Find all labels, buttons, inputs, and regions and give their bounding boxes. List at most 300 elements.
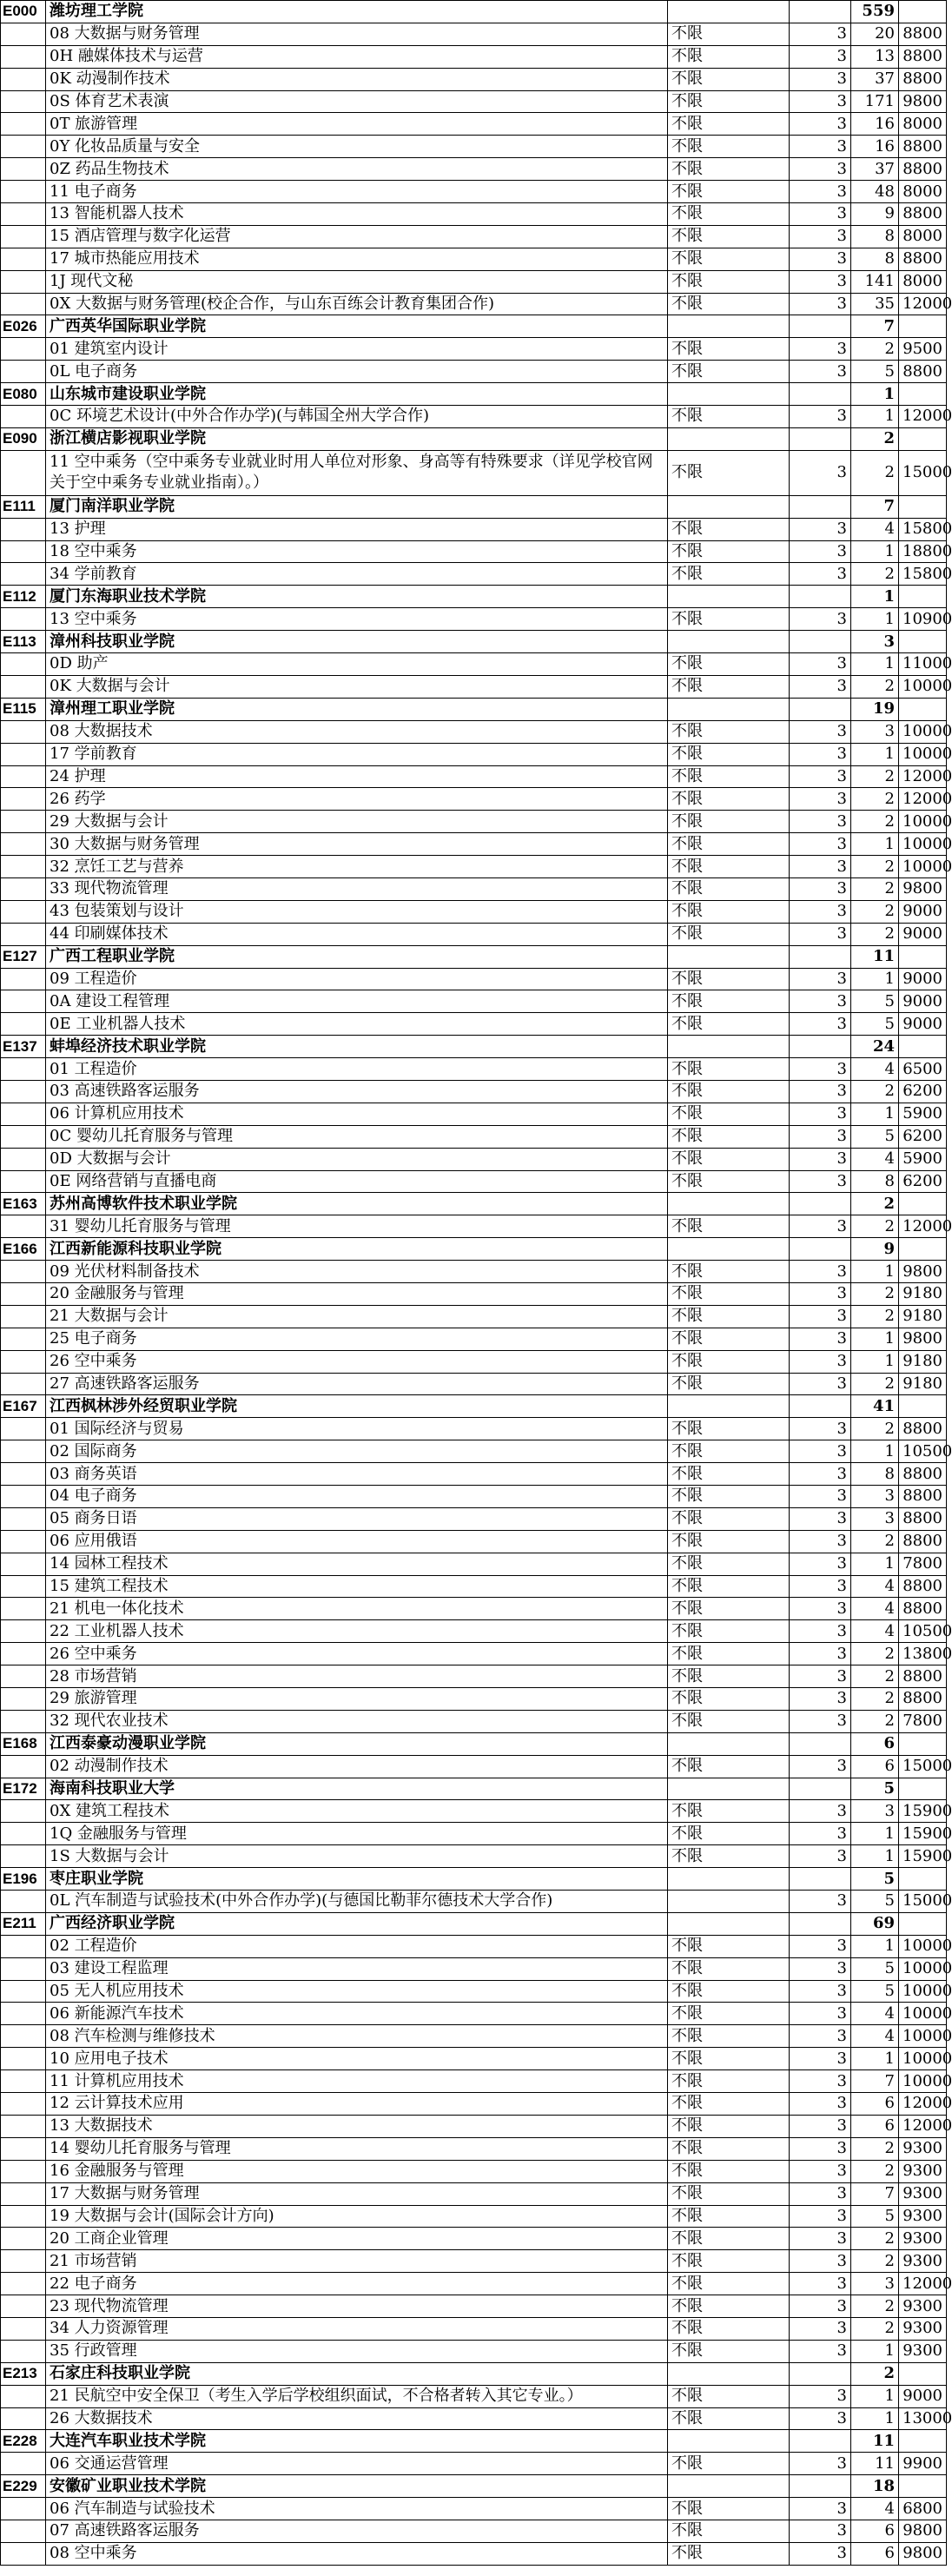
major-limit: 不限 xyxy=(668,1845,790,1868)
school-header-row xyxy=(1,586,947,608)
major-limit: 不限 xyxy=(668,608,790,631)
major-name: 0T 旅游管理 xyxy=(46,113,668,136)
major-plan: 5 xyxy=(851,1125,899,1148)
major-code-cell xyxy=(1,2025,46,2048)
major-limit: 不限 xyxy=(668,450,790,495)
major-name: 0L 电子商务 xyxy=(46,361,668,383)
major-limit: 不限 xyxy=(668,136,790,158)
major-code-cell xyxy=(1,1080,46,1103)
school-header-row xyxy=(1,698,947,720)
major-years: 3 xyxy=(790,1215,851,1238)
major-limit: 不限 xyxy=(668,2250,790,2273)
major-name: 05 商务日语 xyxy=(46,1507,668,1530)
major-limit: 不限 xyxy=(668,1305,790,1328)
major-plan: 2 xyxy=(851,563,899,586)
major-fee: 9800 xyxy=(899,1328,947,1350)
major-fee: 8800 xyxy=(899,1598,947,1620)
major-plan: 4 xyxy=(851,1598,899,1620)
school-fee-cell xyxy=(899,2475,947,2498)
major-name: 06 应用俄语 xyxy=(46,1530,668,1553)
major-years: 3 xyxy=(790,1980,851,2003)
major-plan: 8 xyxy=(851,1170,899,1193)
major-limit: 不限 xyxy=(668,113,790,136)
major-row xyxy=(1,90,947,113)
major-years: 3 xyxy=(790,113,851,136)
major-plan: 2 xyxy=(851,2295,899,2318)
major-row xyxy=(1,1463,947,1486)
major-fee: 9800 xyxy=(899,877,947,900)
school-total-plan: 7 xyxy=(851,495,899,518)
major-plan: 1 xyxy=(851,1328,899,1350)
major-years: 3 xyxy=(790,2228,851,2250)
major-name: 11 计算机应用技术 xyxy=(46,2070,668,2093)
major-code-cell xyxy=(1,1507,46,1530)
major-plan: 2 xyxy=(851,1305,899,1328)
major-code-cell xyxy=(1,2003,46,2025)
major-plan: 2 xyxy=(851,2137,899,2160)
major-years: 3 xyxy=(790,23,851,45)
school-total-plan: 9 xyxy=(851,1238,899,1261)
major-name: 32 现代农业技术 xyxy=(46,1710,668,1732)
school-total-plan: 1 xyxy=(851,586,899,608)
major-fee: 9180 xyxy=(899,1305,947,1328)
major-years: 3 xyxy=(790,2407,851,2430)
major-fee: 9800 xyxy=(899,2542,947,2565)
major-fee: 9300 xyxy=(899,2205,947,2228)
school-limit-cell xyxy=(668,1868,790,1891)
major-name: 0H 融媒体技术与运营 xyxy=(46,45,668,68)
major-row xyxy=(1,1891,947,1913)
major-row xyxy=(1,811,947,833)
major-name: 34 学前教育 xyxy=(46,563,668,586)
major-name: 0C 环境艺术设计(中外合作办学)(与韩国全州大学合作) xyxy=(46,406,668,428)
major-code-cell xyxy=(1,90,46,113)
major-plan: 4 xyxy=(851,1148,899,1170)
major-code-cell xyxy=(1,1935,46,1957)
major-limit: 不限 xyxy=(668,1620,790,1643)
major-code-cell xyxy=(1,1103,46,1125)
major-name: 26 空中乘务 xyxy=(46,1350,668,1373)
major-code-cell xyxy=(1,338,46,361)
school-code: E163 xyxy=(1,1193,46,1215)
major-name: 02 工程造价 xyxy=(46,1935,668,1957)
school-code: E166 xyxy=(1,1238,46,1261)
major-row xyxy=(1,203,947,226)
major-code-cell xyxy=(1,1823,46,1845)
major-fee: 9800 xyxy=(899,90,947,113)
major-years: 3 xyxy=(790,225,851,248)
major-name: 08 汽车检测与维修技术 xyxy=(46,2025,668,2048)
major-years: 3 xyxy=(790,1418,851,1440)
school-total-plan: 18 xyxy=(851,2475,899,2498)
major-row xyxy=(1,743,947,765)
major-limit: 不限 xyxy=(668,2070,790,2093)
major-code-cell xyxy=(1,1058,46,1081)
major-code-cell xyxy=(1,518,46,540)
major-fee: 8800 xyxy=(899,158,947,181)
major-name: 07 高速铁路客运服务 xyxy=(46,2520,668,2542)
school-name: 苏州高博软件技术职业学院 xyxy=(46,1193,668,1215)
major-years: 3 xyxy=(790,1350,851,1373)
major-code-cell xyxy=(1,608,46,631)
major-name: 03 高速铁路客运服务 xyxy=(46,1080,668,1103)
major-years: 3 xyxy=(790,45,851,68)
major-limit: 不限 xyxy=(668,2273,790,2295)
major-name: 17 学前教育 xyxy=(46,743,668,765)
major-years: 3 xyxy=(790,1710,851,1732)
major-code-cell xyxy=(1,406,46,428)
school-limit-cell xyxy=(668,698,790,720)
major-plan: 1 xyxy=(851,653,899,676)
major-fee: 9180 xyxy=(899,1373,947,1395)
major-years: 3 xyxy=(790,720,851,743)
major-fee: 9900 xyxy=(899,2453,947,2475)
major-name: 17 大数据与财务管理 xyxy=(46,2182,668,2205)
school-limit-cell xyxy=(668,945,790,968)
major-limit: 不限 xyxy=(668,2182,790,2205)
major-plan: 1 xyxy=(851,833,899,856)
major-limit: 不限 xyxy=(668,1261,790,1283)
major-code-cell xyxy=(1,68,46,90)
major-name: 06 交通运营管理 xyxy=(46,2453,668,2475)
major-limit: 不限 xyxy=(668,45,790,68)
major-code-cell xyxy=(1,1305,46,1328)
school-code: E113 xyxy=(1,631,46,653)
school-fee-cell xyxy=(899,427,947,450)
major-fee: 10000 xyxy=(899,833,947,856)
major-code-cell xyxy=(1,225,46,248)
school-code: E229 xyxy=(1,2475,46,2498)
major-row xyxy=(1,1373,947,1395)
major-row xyxy=(1,225,947,248)
major-row xyxy=(1,1440,947,1463)
major-name: 0E 网络营销与直播电商 xyxy=(46,1170,668,1193)
school-total-plan: 24 xyxy=(851,1036,899,1058)
major-plan: 2 xyxy=(851,1665,899,1688)
school-header-row xyxy=(1,2475,947,2498)
major-plan: 3 xyxy=(851,1486,899,1508)
major-code-cell xyxy=(1,2205,46,2228)
major-name: 1Q 金融服务与管理 xyxy=(46,1823,668,1845)
major-limit: 不限 xyxy=(668,1665,790,1688)
major-fee: 9180 xyxy=(899,1350,947,1373)
major-fee: 10000 xyxy=(899,675,947,698)
major-years: 3 xyxy=(790,2542,851,2565)
major-fee: 6200 xyxy=(899,1170,947,1193)
major-plan: 11 xyxy=(851,2453,899,2475)
major-years: 3 xyxy=(790,1148,851,1170)
major-fee: 9800 xyxy=(899,1261,947,1283)
major-row xyxy=(1,1328,947,1350)
major-row xyxy=(1,1598,947,1620)
major-years: 3 xyxy=(790,406,851,428)
major-years: 3 xyxy=(790,2025,851,2048)
school-years-cell xyxy=(790,1868,851,1891)
major-code-cell xyxy=(1,203,46,226)
major-fee: 10500 xyxy=(899,1440,947,1463)
major-row xyxy=(1,877,947,900)
major-code-cell xyxy=(1,1598,46,1620)
major-plan: 4 xyxy=(851,1058,899,1081)
major-name: 03 建设工程监理 xyxy=(46,1957,668,1980)
major-limit: 不限 xyxy=(668,248,790,270)
major-fee: 12000 xyxy=(899,293,947,315)
school-total-plan: 2 xyxy=(851,1193,899,1215)
school-limit-cell xyxy=(668,1238,790,1261)
major-name: 01 国际经济与贸易 xyxy=(46,1418,668,1440)
school-years-cell xyxy=(790,427,851,450)
major-row xyxy=(1,1620,947,1643)
major-row xyxy=(1,2093,947,2116)
major-name: 06 新能源汽车技术 xyxy=(46,2003,668,2025)
major-code-cell xyxy=(1,1350,46,1373)
major-years: 3 xyxy=(790,1935,851,1957)
major-row xyxy=(1,2542,947,2565)
major-fee: 12000 xyxy=(899,788,947,811)
major-name: 29 旅游管理 xyxy=(46,1688,668,1711)
major-code-cell xyxy=(1,923,46,945)
school-header-row xyxy=(1,2430,947,2453)
major-row xyxy=(1,1261,947,1283)
major-name: 21 民航空中安全保卫（考生入学后学校组织面试，不合格者转入其它专业。） xyxy=(46,2385,668,2407)
major-row xyxy=(1,2385,947,2407)
major-years: 3 xyxy=(790,1103,851,1125)
major-name: 1J 现代文秘 xyxy=(46,270,668,293)
major-years: 3 xyxy=(790,900,851,923)
school-years-cell xyxy=(790,1,851,23)
major-fee: 12000 xyxy=(899,2093,947,2116)
major-name: 13 智能机器人技术 xyxy=(46,203,668,226)
school-fee-cell xyxy=(899,495,947,518)
major-row xyxy=(1,720,947,743)
major-limit: 不限 xyxy=(668,2048,790,2070)
major-limit: 不限 xyxy=(668,675,790,698)
major-code-cell xyxy=(1,1845,46,1868)
major-code-cell xyxy=(1,45,46,68)
major-code-cell xyxy=(1,1261,46,1283)
major-code-cell xyxy=(1,248,46,270)
major-plan: 2 xyxy=(851,1710,899,1732)
major-years: 3 xyxy=(790,811,851,833)
major-row xyxy=(1,1013,947,1036)
major-fee: 8800 xyxy=(899,1463,947,1486)
major-code-cell xyxy=(1,653,46,676)
major-row xyxy=(1,1643,947,1665)
major-fee: 15000 xyxy=(899,1891,947,1913)
major-fee: 10000 xyxy=(899,2070,947,2093)
major-limit: 不限 xyxy=(668,1373,790,1395)
major-fee: 8000 xyxy=(899,225,947,248)
school-total-plan: 5 xyxy=(851,1778,899,1800)
major-plan: 5 xyxy=(851,1980,899,2003)
major-plan: 4 xyxy=(851,1575,899,1598)
major-row xyxy=(1,2317,947,2340)
major-code-cell xyxy=(1,2070,46,2093)
major-row xyxy=(1,2340,947,2362)
school-name: 厦门南洋职业学院 xyxy=(46,495,668,518)
major-years: 3 xyxy=(790,90,851,113)
school-name: 大连汽车职业技术学院 xyxy=(46,2430,668,2453)
major-fee: 12000 xyxy=(899,1215,947,1238)
major-plan: 2 xyxy=(851,1215,899,1238)
major-plan: 1 xyxy=(851,968,899,990)
major-row xyxy=(1,68,947,90)
major-plan: 16 xyxy=(851,113,899,136)
major-years: 3 xyxy=(790,1058,851,1081)
major-limit: 不限 xyxy=(668,788,790,811)
major-limit: 不限 xyxy=(668,1418,790,1440)
major-years: 3 xyxy=(790,2273,851,2295)
major-row xyxy=(1,1575,947,1598)
major-limit: 不限 xyxy=(668,856,790,878)
major-fee: 8800 xyxy=(899,68,947,90)
major-plan: 48 xyxy=(851,181,899,203)
major-limit: 不限 xyxy=(668,1800,790,1823)
major-row xyxy=(1,833,947,856)
major-name: 28 市场营销 xyxy=(46,1665,668,1688)
major-plan: 8 xyxy=(851,248,899,270)
major-code-cell xyxy=(1,788,46,811)
school-name: 安徽矿业职业技术学院 xyxy=(46,2475,668,2498)
major-fee: 8000 xyxy=(899,181,947,203)
major-fee: 13000 xyxy=(899,2407,947,2430)
major-years: 3 xyxy=(790,1957,851,1980)
major-limit: 不限 xyxy=(668,2317,790,2340)
major-row xyxy=(1,2115,947,2137)
school-header-row xyxy=(1,495,947,518)
major-plan: 4 xyxy=(851,1620,899,1643)
major-plan: 2 xyxy=(851,2317,899,2340)
major-limit: 不限 xyxy=(668,1507,790,1530)
major-limit: 不限 xyxy=(668,2340,790,2362)
major-limit: 不限 xyxy=(668,1440,790,1463)
major-plan: 2 xyxy=(851,2160,899,2182)
school-years-cell xyxy=(790,1395,851,1418)
major-code-cell xyxy=(1,2542,46,2565)
major-fee: 15800 xyxy=(899,518,947,540)
school-name: 漳州科技职业学院 xyxy=(46,631,668,653)
major-limit: 不限 xyxy=(668,2407,790,2430)
major-limit xyxy=(668,1891,790,1913)
major-code-cell xyxy=(1,2273,46,2295)
school-limit-cell xyxy=(668,2430,790,2453)
major-name: 21 大数据与会计 xyxy=(46,1305,668,1328)
major-code-cell xyxy=(1,2137,46,2160)
major-row xyxy=(1,181,947,203)
school-header-row xyxy=(1,945,947,968)
major-years: 3 xyxy=(790,1845,851,1868)
major-name: 01 工程造价 xyxy=(46,1058,668,1081)
major-limit: 不限 xyxy=(668,1598,790,1620)
major-plan: 2 xyxy=(851,1418,899,1440)
major-code-cell xyxy=(1,1125,46,1148)
school-name: 江西枫林涉外经贸职业学院 xyxy=(46,1395,668,1418)
major-fee: 8800 xyxy=(899,1575,947,1598)
major-name: 24 护理 xyxy=(46,765,668,788)
major-limit: 不限 xyxy=(668,1013,790,1036)
major-fee: 9300 xyxy=(899,2182,947,2205)
major-row xyxy=(1,2295,947,2318)
major-fee: 15000 xyxy=(899,450,947,495)
major-plan: 1 xyxy=(851,540,899,563)
major-name: 0D 助产 xyxy=(46,653,668,676)
major-fee: 12000 xyxy=(899,2115,947,2137)
school-limit-cell xyxy=(668,315,790,338)
major-row xyxy=(1,856,947,878)
major-years: 3 xyxy=(790,1688,851,1711)
major-row xyxy=(1,1148,947,1170)
school-total-plan: 5 xyxy=(851,1868,899,1891)
major-plan: 4 xyxy=(851,518,899,540)
major-years: 3 xyxy=(790,2340,851,2362)
major-row xyxy=(1,1710,947,1732)
major-years: 3 xyxy=(790,1305,851,1328)
school-header-row xyxy=(1,427,947,450)
major-limit: 不限 xyxy=(668,923,790,945)
major-plan: 2 xyxy=(851,2250,899,2273)
school-years-cell xyxy=(790,2430,851,2453)
major-limit: 不限 xyxy=(668,2542,790,2565)
school-name: 漳州理工职业学院 xyxy=(46,698,668,720)
major-name: 16 金融服务与管理 xyxy=(46,2160,668,2182)
major-limit: 不限 xyxy=(668,563,790,586)
major-fee: 9000 xyxy=(899,1013,947,1036)
major-fee: 7800 xyxy=(899,1710,947,1732)
major-fee: 8800 xyxy=(899,361,947,383)
school-header-row xyxy=(1,1238,947,1261)
school-code: E000 xyxy=(1,1,46,23)
school-years-cell xyxy=(790,1193,851,1215)
major-plan: 2 xyxy=(851,1643,899,1665)
major-fee: 6800 xyxy=(899,2498,947,2520)
major-row xyxy=(1,1215,947,1238)
major-code-cell xyxy=(1,1463,46,1486)
major-row xyxy=(1,248,947,270)
major-name: 0Z 药品生物技术 xyxy=(46,158,668,181)
major-name: 01 建筑室内设计 xyxy=(46,338,668,361)
major-name: 31 婴幼儿托育服务与管理 xyxy=(46,1215,668,1238)
major-code-cell xyxy=(1,1665,46,1688)
school-code: E137 xyxy=(1,1036,46,1058)
major-plan: 3 xyxy=(851,720,899,743)
major-limit: 不限 xyxy=(668,1935,790,1957)
major-fee: 8800 xyxy=(899,1665,947,1688)
major-code-cell xyxy=(1,2385,46,2407)
major-limit: 不限 xyxy=(668,2498,790,2520)
major-name: 0Y 化妆品质量与安全 xyxy=(46,136,668,158)
major-row xyxy=(1,1957,947,1980)
major-plan: 1 xyxy=(851,2340,899,2362)
major-plan: 1 xyxy=(851,1103,899,1125)
school-header-row xyxy=(1,1868,947,1891)
school-code: E167 xyxy=(1,1395,46,1418)
major-code-cell xyxy=(1,563,46,586)
major-years: 3 xyxy=(790,788,851,811)
major-row xyxy=(1,1486,947,1508)
major-code-cell xyxy=(1,1620,46,1643)
major-row xyxy=(1,765,947,788)
major-limit: 不限 xyxy=(668,2385,790,2407)
major-plan: 2 xyxy=(851,811,899,833)
major-name: 25 电子商务 xyxy=(46,1328,668,1350)
major-name: 20 金融服务与管理 xyxy=(46,1282,668,1305)
school-header-row xyxy=(1,1732,947,1755)
major-name: 09 工程造价 xyxy=(46,968,668,990)
major-limit: 不限 xyxy=(668,518,790,540)
major-plan: 2 xyxy=(851,788,899,811)
major-row xyxy=(1,2520,947,2542)
major-fee: 6500 xyxy=(899,1058,947,1081)
